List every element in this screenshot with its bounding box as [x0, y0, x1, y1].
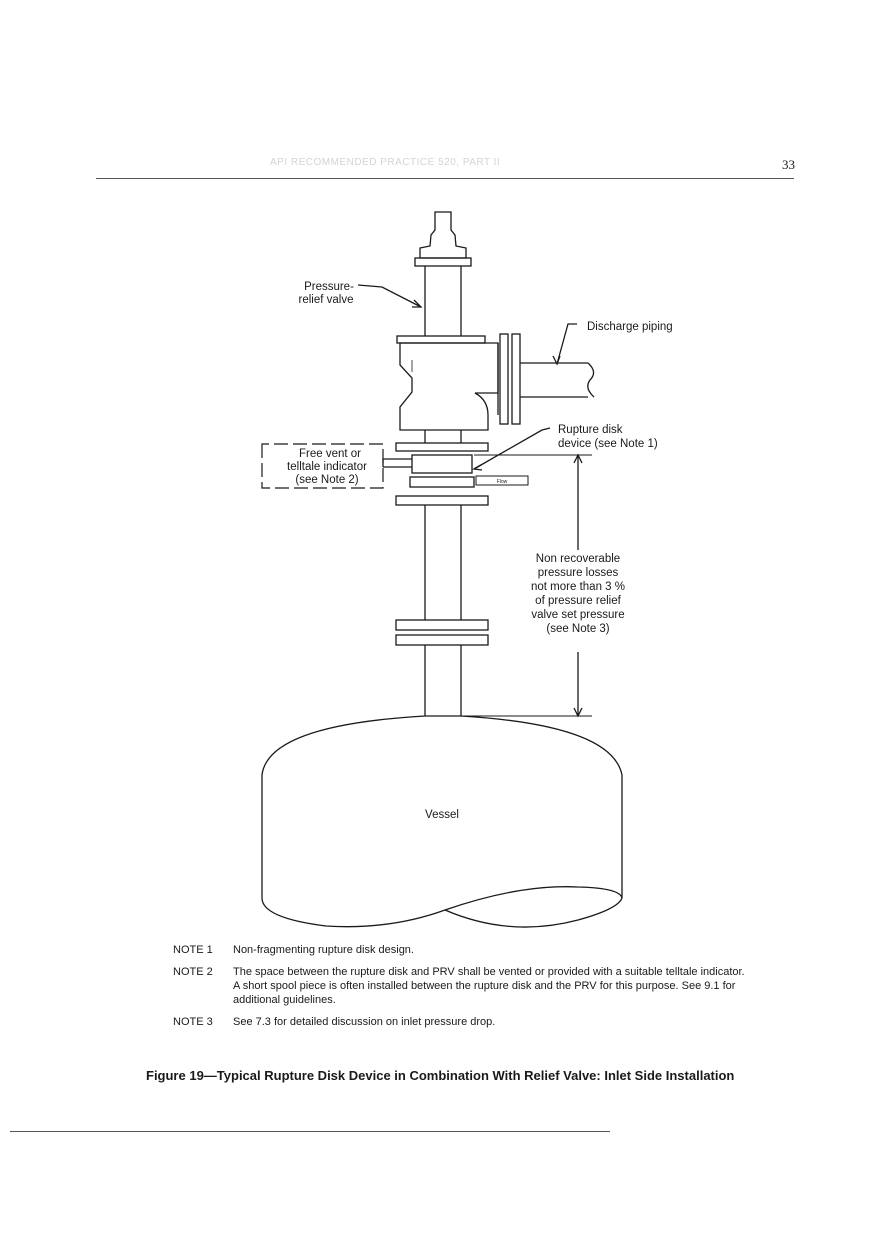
- pressure-label-line2: pressure losses: [537, 567, 619, 579]
- note-item: [173, 943, 753, 957]
- note-text: See 7.3 for detailed discussion on inlet pressure drop.: [233, 1016, 496, 1028]
- flow-tag-label: Flow: [496, 479, 508, 485]
- note-item: [173, 1015, 753, 1029]
- pressure-label-line6: (see Note 3): [546, 623, 610, 635]
- prv-leader: [358, 285, 421, 307]
- discharge-leader: [557, 324, 577, 364]
- pressure-label-line3: not more than 3 %: [531, 581, 625, 593]
- vessel-bottom-back: [445, 898, 622, 927]
- vent-label-line2: telltale indicator: [287, 461, 367, 473]
- valve-cap: [420, 212, 466, 258]
- vent-port: [383, 459, 412, 467]
- pressure-label-line5: valve set pressure: [531, 609, 625, 621]
- vent-label-line1: Free vent or: [299, 448, 361, 460]
- page-number: 33: [782, 157, 795, 172]
- notes-list: [173, 943, 753, 1037]
- pressure-label-line1: Non recoverable: [535, 553, 621, 565]
- note-text: The space between the rupture disk and PRV shall be vented or provided with a suitable telltale indicator. A short spool piece is often installed between the rupture disk and the PRV for this purpose. See 9.1 for additional guidelines.: [233, 966, 745, 1006]
- rupture-disk-holder: [412, 455, 472, 473]
- pressure-label-line4: of pressure relief: [535, 595, 621, 607]
- discharge-pipe-break: [588, 363, 594, 397]
- note-label: NOTE 3: [173, 1016, 213, 1028]
- prv-label-line2: relief valve: [298, 294, 354, 306]
- rupture-label-line1: Rupture disk: [558, 424, 623, 436]
- vessel: [262, 716, 622, 927]
- vessel-label: Vessel: [425, 809, 459, 821]
- running-header: API RECOMMENDED PRACTICE 520, PART II: [270, 157, 501, 168]
- prv-label-line1: Pressure-: [304, 281, 354, 293]
- outlet-flange: [500, 334, 508, 424]
- rupture-leader: [474, 428, 550, 469]
- rupture-label-line2: device (see Note 1): [558, 438, 658, 450]
- inlet-pipe-flange: [396, 620, 488, 630]
- valve-body-flange: [397, 336, 485, 343]
- footer-rule: [10, 1131, 610, 1132]
- vent-label-line3: (see Note 2): [295, 474, 359, 486]
- discharge-label: Discharge piping: [587, 321, 673, 333]
- note-label: NOTE 1: [173, 944, 213, 956]
- rupture-disk-flange: [410, 477, 474, 487]
- lower-flange: [396, 496, 488, 505]
- valve-bonnet: [415, 258, 471, 266]
- note-item: [173, 965, 753, 1007]
- note-text: Non-fragmenting rupture disk design.: [233, 944, 414, 956]
- figure-caption: Figure 19—Typical Rupture Disk Device in Combination With Relief Valve: Inlet Side Installation: [146, 1068, 735, 1083]
- valve-inlet-flange: [396, 443, 488, 451]
- note-label: NOTE 2: [173, 966, 213, 978]
- valve-body: [400, 343, 498, 430]
